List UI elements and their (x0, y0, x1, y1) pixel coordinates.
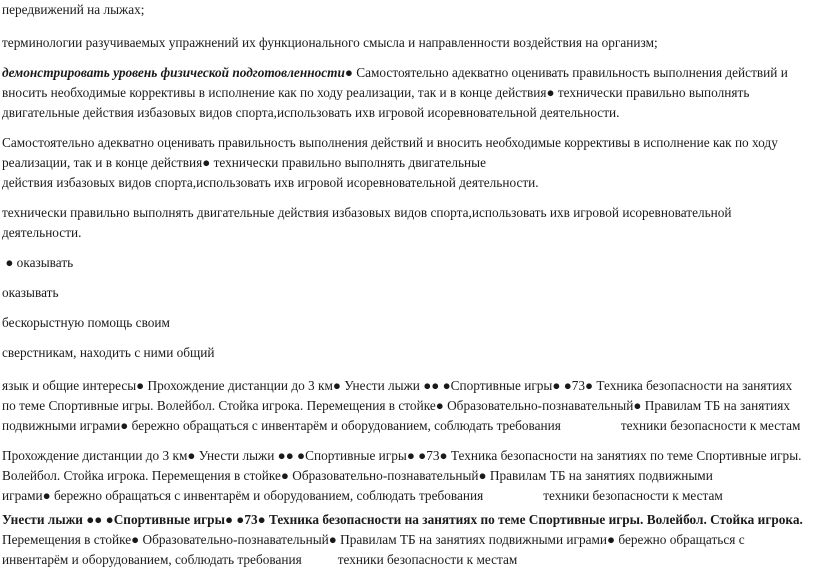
text-line: действия избазовых видов спорта,использовать ихв игровой исоревновательной деятельности. (2, 175, 539, 190)
text-fragment: техники безопасности к местам (620, 418, 801, 433)
text-fragment: подвижными играми● бережно обращаться с инвентарём и оборудованием, соблюдать требования (2, 418, 561, 433)
text-line: терминологии разучиваемых упражнений их функционального смысла и направленности воздействия на организм; (2, 35, 658, 50)
text-line: оказывать (2, 285, 59, 300)
text-line: реализации, так и в конце действия● технически правильно выполнять двигательные (2, 155, 486, 170)
paragraph (2, 63, 806, 123)
text-line (2, 416, 806, 436)
text-line: сверстникам, находить с ними общий (2, 345, 215, 360)
paragraph (2, 446, 806, 506)
text-line: деятельности. (2, 225, 82, 240)
text-line: бескорыстную помощь своим (2, 315, 170, 330)
text-line (2, 550, 806, 570)
text-line (2, 63, 806, 83)
text-line: Самостоятельно адекватно оценивать правильность выполнения действий и вносить необходимые коррективы в исполнение как по ходу (2, 135, 778, 150)
text-fragment: инвентарём и оборудованием, соблюдать требования (2, 552, 302, 567)
text-line: по теме Спортивные игры. Волейбол. Стойка игрока. Перемещения в стойке● Образовательно-познавательный● Правилам ТБ на занятиях (2, 398, 791, 413)
text-line: Прохождение дистанции до 3 км● Унести лыжи ●● ●Спортивные игры● ●73● Техника безопасности на занятиях по теме Спортивные игры. (2, 448, 802, 463)
paragraph (2, 376, 806, 436)
paragraph (2, 510, 806, 570)
text-fragment: техники безопасности к местам (337, 552, 518, 567)
text-line: вносить необходимые коррективы в исполнение как по ходу реализации, так и в конце действия● технически правильно выполнять (2, 85, 750, 100)
text-line: ● оказывать (2, 255, 74, 270)
paragraph (2, 133, 806, 193)
text-line: Унести лыжи ●● ●Спортивные игры● ●73● Техника безопасности на занятиях по теме Спортивные игры. Волейбол. Стойка игрока. (2, 512, 803, 527)
text-line: язык и общие интересы● Прохождение дистанции до 3 км● Унести лыжи ●● ●Спортивные игры● ●73● Техника безопасности на занятиях (2, 378, 793, 393)
text-line: Перемещения в стойке● Образовательно-познавательный● Правилам ТБ на занятиях подвижными играми● бережно обращаться с (2, 532, 745, 547)
text-line: Волейбол. Стойка игрока. Перемещения в стойке● Образовательно-познавательный● Правилам ТБ на занятиях подвижными (2, 468, 713, 483)
text-fragment: играми● бережно обращаться с инвентарём и оборудованием, соблюдать требования (2, 488, 484, 503)
text-line: технически правильно выполнять двигательные действия избазовых видов спорта,использовать ихв игровой исоревновательной (2, 205, 732, 220)
paragraph (2, 203, 806, 243)
text-fragment: техники безопасности к местам (543, 488, 723, 503)
text-line: двигательные действия избазовых видов спорта,использовать ихв игровой исоревновательной деятельности. (2, 105, 620, 120)
text-fragment: ● Самостоятельно адекватно оценивать правильность выполнения действий и (344, 65, 788, 80)
text-line: передвижений на лыжах; (2, 2, 145, 17)
text-line (2, 486, 806, 506)
emphasized-text: демонстрировать уровень физической подготовленности (2, 65, 345, 80)
